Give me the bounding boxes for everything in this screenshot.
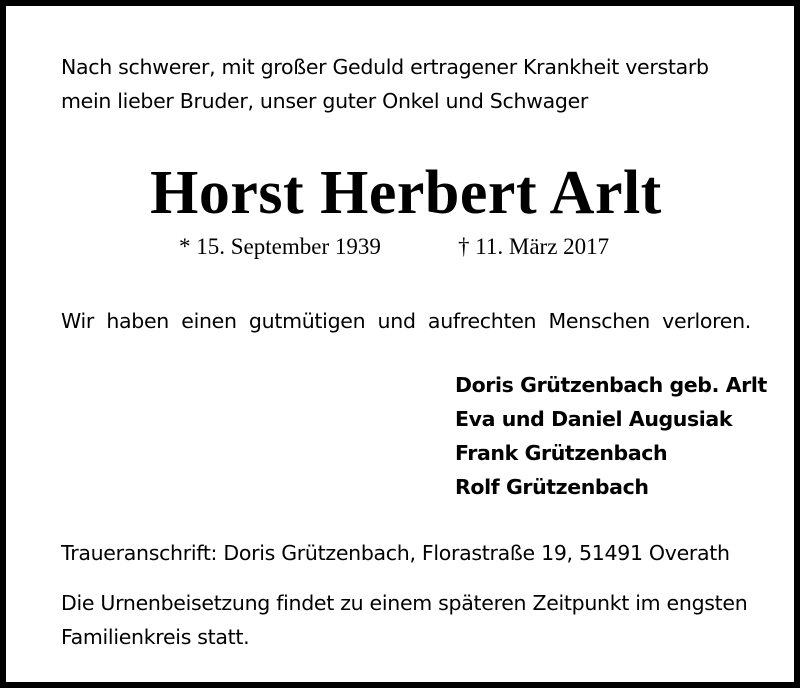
intro-text [61, 50, 751, 118]
mourner-name: Eva und Daniel Augusiak [455, 407, 733, 431]
mourner-name: Rolf Grützenbach [455, 475, 649, 499]
notice-line-2: Familienkreis statt. [61, 625, 250, 649]
mourners-list [455, 368, 767, 504]
burial-notice [61, 586, 751, 654]
mourner-name: Frank Grützenbach [455, 441, 668, 465]
deceased-name: Horst Herbert Arlt [150, 159, 662, 227]
mourner-name: Doris Grützenbach geb. Arlt [455, 373, 767, 397]
intro-line-2: mein lieber Bruder, unser guter Onkel und Schwager [61, 89, 589, 113]
death-date: † 11. März 2017 [458, 234, 610, 259]
notice-line-1: Die Urnenbeisetzung findet zu einem späteren Zeitpunkt im engsten [61, 591, 748, 615]
intro-line-1: Nach schwerer, mit großer Geduld ertragener Krankheit verstarb [61, 55, 709, 79]
birth-date: * 15. September 1939 [179, 234, 381, 259]
mourning-address: Traueranschrift: Doris Grützenbach, Florastraße 19, 51491 Overath [61, 541, 730, 565]
tagline: Wir haben einen gutmütigen und aufrechten Menschen verloren. [61, 309, 751, 333]
